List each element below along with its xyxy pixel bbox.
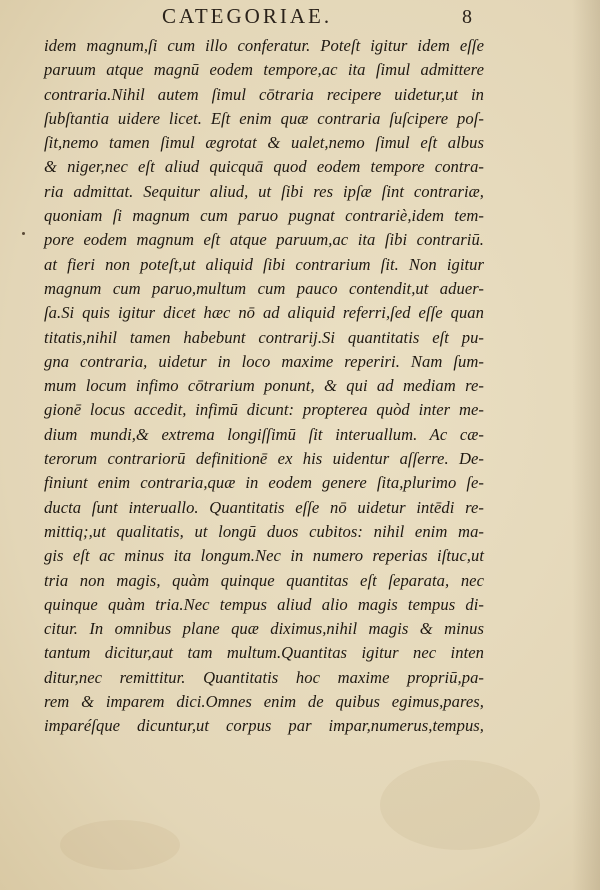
text-line: ſit,nemo tamen ſimul ægrotat & ualet,nemo ſimul eſt albus	[44, 133, 484, 153]
text-line: ducta ſunt interuallo. Quantitatis eſſe nō uidetur intēdi re-	[44, 497, 484, 517]
text-line: quinque quàm tria.Nec tempus aliud alio magis tempus di-	[44, 594, 484, 614]
text-line: rem & imparem dici.Omnes enim de quibus egimus,pares,	[44, 692, 484, 712]
text-line: dium mundi,& extrema longiſſimū ſit interuallum. Ac cæ-	[44, 424, 484, 444]
text-line: idem magnum,ſi cum illo conferatur. Poteſt igitur idem eſſe	[44, 36, 484, 55]
text-line: ſubſtantia uidere licet. Eſt enim quæ contraria ſuſcipere poſ-	[44, 108, 484, 128]
text-line: terorum contrariorū definitionē ex his uidentur aſſerre. De-	[44, 449, 484, 469]
text-line: ditur,nec remittitur. Quantitatis hoc maxime propriū,pa-	[44, 667, 484, 687]
text-line: pore eodem magnum eſt atque paruum,ac ita ſibi contrariū.	[44, 230, 484, 250]
text-line: gis eſt ac minus ita longum.Nec in numero reperias iſtuc,ut	[44, 546, 484, 566]
text-line: finiunt enim contraria,quæ in eodem genere ſita,plurimo ſe-	[44, 473, 484, 493]
text-line: at fieri non poteſt,ut aliquid ſibi contrarium ſit. Non igitur	[44, 254, 484, 274]
margin-mark	[22, 232, 25, 235]
paper-stain	[380, 760, 540, 850]
page-edge-shadow	[572, 0, 600, 890]
text-line: titatis,nihil tamen habebunt contrarij.Si quantitatis eſt pu-	[44, 327, 484, 347]
text-line: tria non magis, quàm quinque quantitas eſt ſeparata, nec	[44, 570, 484, 590]
page-number: 8	[462, 6, 472, 28]
text-line: quoniam ſi magnum cum paruo pugnat contrariè,idem tem-	[44, 206, 484, 226]
text-line: gionē locus accedit, infimū dicunt: propterea quòd inter me-	[44, 400, 484, 420]
text-line: mittiq;,ut qualitatis, ut longū duos cubitos: nihil enim ma-	[44, 521, 484, 541]
text-line: citur. In omnibus plane quæ diximus,nihil magis & minus	[44, 619, 484, 639]
text-line: contraria.Nihil autem ſimul cōtraria recipere uidetur,ut in	[44, 84, 484, 104]
text-line: & niger,nec eſt aliud quicquā quod eodem tempore contra-	[44, 157, 484, 177]
text-line: mum locum infimo cōtrarium ponunt, & qui ad mediam re-	[44, 376, 484, 396]
paper-stain	[60, 820, 180, 870]
text-line: gna contraria, uidetur in loco maxime reperiri. Nam ſum-	[44, 351, 484, 371]
text-line: tantum dicitur,aut tam multum.Quantitas igitur nec inten	[44, 643, 484, 663]
running-title: CATEGORIAE.	[162, 4, 333, 28]
text-line: imparéſque dicuntur,ut corpus par impar,numerus,tempus,	[44, 716, 484, 736]
text-line: magnum cum paruo,multum cum pauco contendit,ut aduer-	[44, 278, 484, 298]
text-line: ſa.Si quis igitur dicet hæc nō ad aliquid referri,ſed eſſe quan	[44, 303, 484, 323]
text-block	[44, 34, 484, 739]
text-line: ria admittat. Sequitur aliud, ut ſibi res ipſæ ſint contrariæ,	[44, 181, 484, 201]
text-line: paruum atque magnū eodem tempore,ac ita ſimul admittere	[44, 60, 484, 80]
